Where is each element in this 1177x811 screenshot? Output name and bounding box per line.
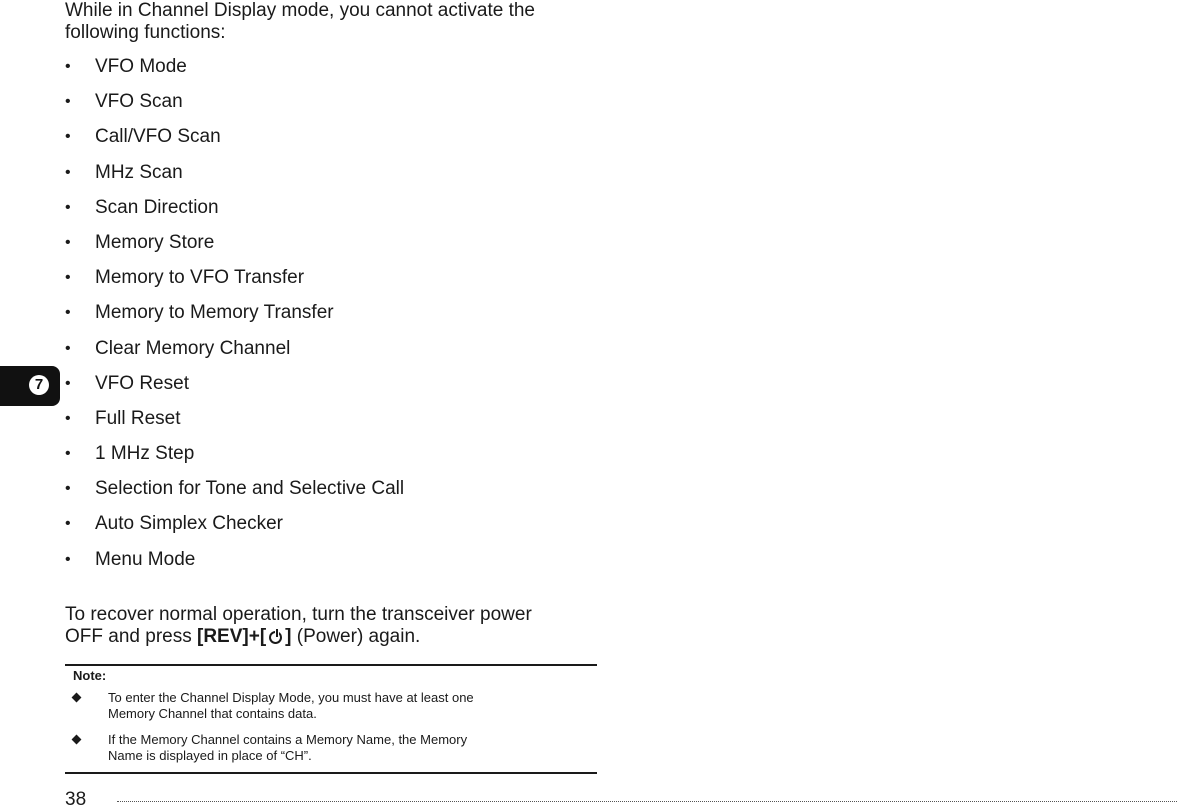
bullet: • [65,93,71,111]
recover-line-2-prefix: OFF and press [65,626,197,647]
bullet: • [65,304,71,322]
chapter-tab [0,366,60,406]
intro-line-2: following functions: [65,22,226,43]
function-label: MHz Scan [95,161,183,183]
intro-paragraph [65,0,605,44]
footer-dotted-rule [117,801,1177,802]
intro-line-1: While in Channel Display mode, you cannot activate the [65,0,535,21]
bullet: • [65,233,71,251]
note-text-line-2: Name is displayed in place of “CH”. [108,748,312,763]
bullet: • [65,515,71,533]
bullet: • [65,550,71,568]
function-label: Memory to VFO Transfer [95,267,305,289]
function-label: Menu Mode [95,548,196,570]
bullet: • [65,269,71,287]
function-label: Memory to Memory Transfer [95,302,334,324]
power-icon [269,631,282,644]
function-label: Auto Simplex Checker [95,513,283,535]
note-text-line-1: If the Memory Channel contains a Memory Name, the Memory [108,732,468,747]
bullet: • [65,480,71,498]
bullet: • [65,198,71,216]
function-label: Full Reset [95,407,181,429]
recover-line-2-suffix: (Power) again. [291,626,421,647]
function-label: Selection for Tone and Selective Call [95,478,405,500]
bullet: • [65,339,71,357]
chapter-number: 7 [29,375,49,395]
bullet: • [65,409,71,427]
bullet: • [65,445,71,463]
note-text-line-2: Memory Channel that contains data. [108,706,317,721]
recover-paragraph [65,604,605,648]
diamond-bullet-icon [72,693,82,703]
function-label: Scan Direction [95,196,219,218]
function-label: Memory Store [95,231,215,253]
note-title: Note: [73,668,107,683]
function-label: 1 MHz Step [95,443,195,465]
function-label: Clear Memory Channel [95,337,291,359]
note-text-line-1: To enter the Channel Display Mode, you must have at least one [108,690,474,705]
bullet: • [65,374,71,392]
function-label: VFO Reset [95,372,189,394]
function-label: VFO Mode [95,56,187,77]
note-text [108,732,588,764]
rev-key-combo: [REV]+[ [197,626,267,647]
key-bracket-close: ] [285,626,292,647]
recover-line-1: To recover normal operation, turn the transceiver power [65,604,532,625]
bullet: • [65,128,71,146]
bullet: • [65,163,71,181]
bullet: • [65,58,71,75]
page-number: 38 [65,789,87,810]
diamond-bullet-icon [72,735,82,745]
note-box [65,664,597,774]
function-label: Call/VFO Scan [95,126,221,148]
function-label: VFO Scan [95,91,183,113]
note-text [108,690,588,722]
